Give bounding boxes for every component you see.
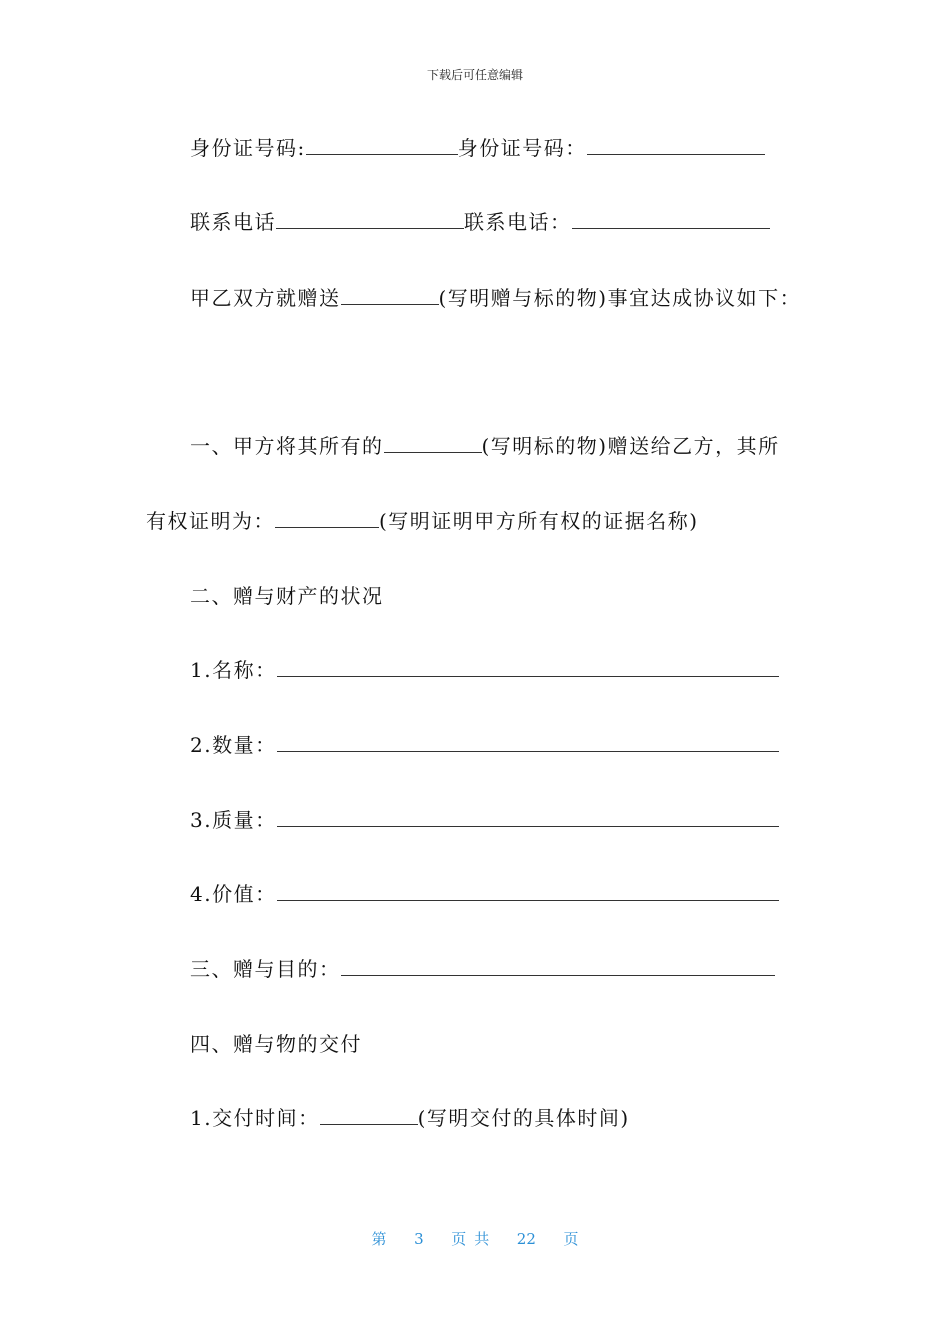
clause1-object-blank[interactable]: [384, 432, 482, 453]
footer-middle: 页共: [451, 1230, 498, 1248]
delivery-time-blank[interactable]: [320, 1104, 418, 1125]
clause4-title: 四、赠与物的交付: [190, 1032, 362, 1056]
item-name-blank[interactable]: [277, 656, 779, 677]
clause3-label: 三、赠与目的：: [190, 957, 341, 981]
clause3-line: [190, 955, 775, 983]
page-header: 下载后可任意编辑: [426, 68, 523, 82]
item-quantity-line: [190, 731, 779, 759]
footer-suffix: 页: [563, 1230, 579, 1248]
item-name-label: 1.名称：: [190, 658, 277, 682]
party-b-id-blank[interactable]: [587, 134, 765, 155]
clause1-cont-suffix: (写明证明甲方所有权的证据名称): [379, 509, 699, 533]
ownership-proof-blank[interactable]: [275, 507, 379, 528]
item-quantity-blank[interactable]: [277, 731, 779, 752]
gift-intro-prefix: 甲乙双方就赠送: [190, 286, 341, 310]
item-value-blank[interactable]: [277, 880, 779, 901]
clause1-prefix: 一、甲方将其所有的: [190, 434, 384, 458]
item-quality-line: [190, 806, 779, 834]
item-value-label: 4.价值：: [190, 882, 277, 906]
item-name-line: [190, 656, 779, 684]
item-quality-blank[interactable]: [277, 806, 779, 827]
clause1-line: [190, 432, 780, 460]
footer-prefix: 第: [371, 1230, 387, 1248]
clause1-continuation-line: [146, 507, 699, 535]
phone-line: [190, 208, 770, 236]
clause1-suffix: (写明标的物)赠送给乙方，其所: [481, 434, 780, 458]
delivery-time-label: 1.交付时间：: [190, 1106, 320, 1130]
item-quality-label: 3.质量：: [190, 808, 277, 832]
total-pages-number: 22: [516, 1230, 536, 1248]
party-a-id-blank[interactable]: [306, 134, 458, 155]
item-value-line: [190, 880, 779, 908]
clause2-title: 二、赠与财产的状况: [190, 584, 384, 608]
party-b-phone-label: 联系电话：: [464, 210, 572, 234]
party-b-phone-blank[interactable]: [572, 208, 770, 229]
party-a-id-label: 身份证号码:: [190, 136, 306, 160]
item-quantity-label: 2.数量：: [190, 733, 277, 757]
gift-purpose-blank[interactable]: [341, 955, 775, 976]
delivery-time-suffix: (写明交付的具体时间): [417, 1106, 630, 1130]
gift-intro-suffix: (写明赠与标的物)事宜达成协议如下：: [438, 286, 802, 310]
clause1-cont-prefix: 有权证明为：: [146, 509, 275, 533]
gift-subject-blank[interactable]: [341, 284, 439, 305]
page-footer: [0, 1228, 950, 1249]
party-b-id-label: 身份证号码：: [457, 136, 587, 160]
party-a-phone-label: 联系电话: [190, 210, 276, 234]
party-a-phone-blank[interactable]: [276, 208, 464, 229]
id-number-line: [190, 134, 765, 162]
current-page-number: 3: [414, 1230, 424, 1248]
delivery-time-line: [190, 1104, 630, 1132]
gift-intro-line: [190, 284, 801, 312]
